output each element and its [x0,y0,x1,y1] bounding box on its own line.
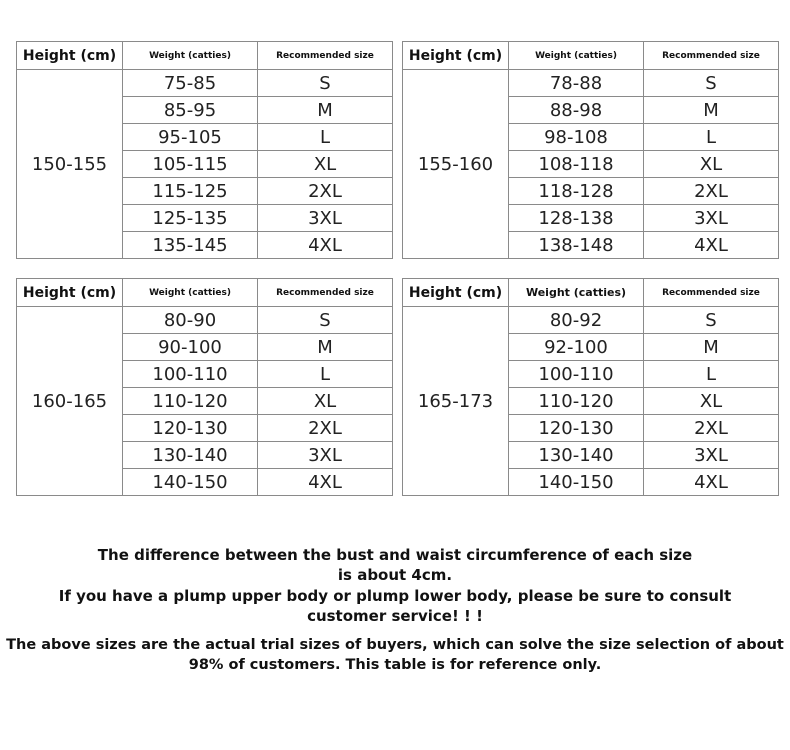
size-table-1 [16,41,393,259]
weight-cell: 135-145 [123,232,258,259]
size-cell: M [258,97,393,124]
size-cell: 2XL [644,415,779,442]
weight-cell: 110-120 [123,388,258,415]
weight-cell: 130-140 [509,442,644,469]
header-weight: Weight (catties) [123,42,258,70]
size-cell: 4XL [258,232,393,259]
weight-cell: 90-100 [123,334,258,361]
size-cell: M [644,334,779,361]
header-recommended-size: Recommended size [258,42,393,70]
size-cell: 2XL [644,178,779,205]
header-height: Height (cm) [403,279,509,307]
weight-cell: 120-130 [509,415,644,442]
weight-cell: 75-85 [123,70,258,97]
size-cell: L [258,124,393,151]
size-cell: M [644,97,779,124]
size-cell: XL [644,388,779,415]
weight-cell: 98-108 [509,124,644,151]
weight-cell: 80-92 [509,307,644,334]
height-range: 165-173 [403,307,509,496]
size-cell: 4XL [644,469,779,496]
note-line: The difference between the bust and waist circumference of each size [97,546,693,564]
size-table-3 [16,278,393,496]
weight-cell: 120-130 [123,415,258,442]
size-cell: 2XL [258,178,393,205]
header-recommended-size: Recommended size [644,42,779,70]
weight-cell: 92-100 [509,334,644,361]
header-recommended-size: Recommended size [258,279,393,307]
weight-cell: 140-150 [509,469,644,496]
size-cell: S [258,307,393,334]
size-cell: 3XL [644,442,779,469]
weight-cell: 100-110 [123,361,258,388]
height-range: 160-165 [17,307,123,496]
size-cell: L [258,361,393,388]
note-line: 98% of customers. This table is for reference only. [188,657,602,673]
size-cell: 4XL [644,232,779,259]
size-cell: 2XL [258,415,393,442]
note-size-difference [0,545,790,585]
header-weight: Weight (catties) [509,42,644,70]
size-cell: S [258,70,393,97]
height-range: 150-155 [17,70,123,259]
note-reference-only [0,635,790,675]
size-cell: L [644,124,779,151]
size-cell: 3XL [258,205,393,232]
header-height: Height (cm) [403,42,509,70]
header-recommended-size: Recommended size [644,279,779,307]
weight-cell: 128-138 [509,205,644,232]
weight-cell: 118-128 [509,178,644,205]
size-cell: S [644,307,779,334]
size-cell: S [644,70,779,97]
weight-cell: 85-95 [123,97,258,124]
weight-cell: 115-125 [123,178,258,205]
header-height: Height (cm) [17,279,123,307]
header-weight: Weight (catties) [123,279,258,307]
size-cell: L [644,361,779,388]
size-cell: XL [644,151,779,178]
weight-cell: 105-115 [123,151,258,178]
size-table-2 [402,41,779,259]
weight-cell: 140-150 [123,469,258,496]
header-height: Height (cm) [17,42,123,70]
note-consult-service [0,586,790,626]
weight-cell: 110-120 [509,388,644,415]
note-line: customer service! ! ! [307,607,483,625]
height-range: 155-160 [403,70,509,259]
size-cell: 4XL [258,469,393,496]
weight-cell: 108-118 [509,151,644,178]
size-cell: 3XL [258,442,393,469]
note-line: is about 4cm. [337,566,453,584]
weight-cell: 95-105 [123,124,258,151]
size-table-4 [402,278,779,496]
weight-cell: 80-90 [123,307,258,334]
weight-cell: 88-98 [509,97,644,124]
size-cell: 3XL [644,205,779,232]
note-line: If you have a plump upper body or plump lower body, please be sure to consult [58,587,732,605]
size-cell: M [258,334,393,361]
weight-cell: 125-135 [123,205,258,232]
weight-cell: 130-140 [123,442,258,469]
size-cell: XL [258,388,393,415]
note-line: The above sizes are the actual trial sizes of buyers, which can solve the size selection of about [6,637,784,653]
size-cell: XL [258,151,393,178]
weight-cell: 100-110 [509,361,644,388]
weight-cell: 138-148 [509,232,644,259]
weight-cell: 78-88 [509,70,644,97]
header-weight: Weight (catties) [509,279,644,307]
